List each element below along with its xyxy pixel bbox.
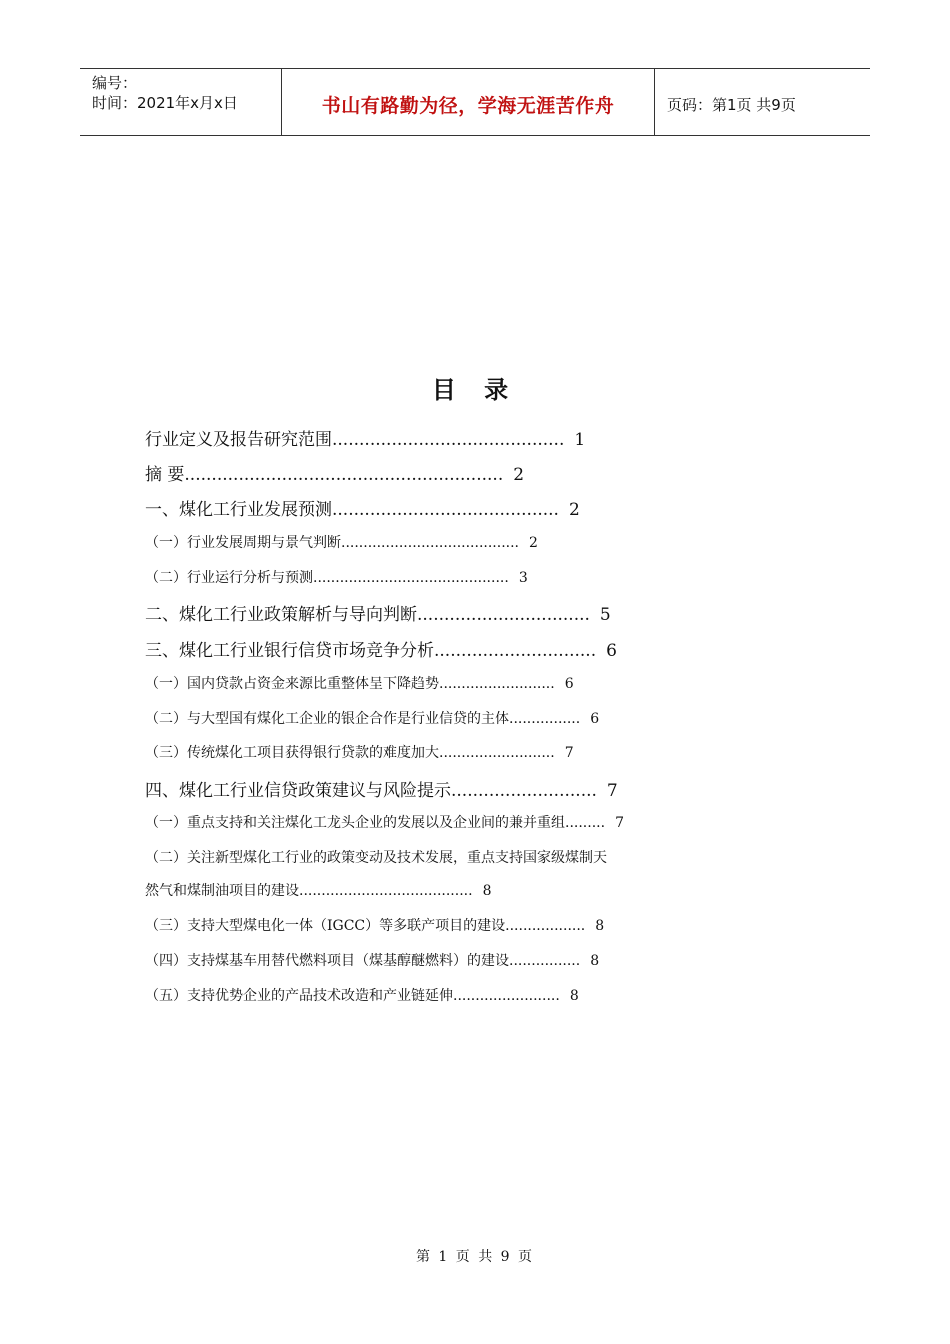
toc-entry[interactable] bbox=[145, 985, 579, 1005]
toc-entry-text: （三）支持大型煤电化一体（IGCC）等多联产项目的建设 bbox=[145, 918, 506, 934]
toc-entry-text: 然气和煤制油项目的建设 bbox=[145, 883, 299, 899]
toc-entry[interactable] bbox=[145, 776, 618, 801]
toc-entry-page: 8 bbox=[569, 988, 579, 1004]
toc-entry[interactable] bbox=[145, 950, 599, 970]
doc-number-label: 编号： bbox=[92, 74, 138, 92]
header-motto: 书山有路勤为径，学海无涯苦作舟 bbox=[282, 69, 655, 135]
toc-entry[interactable] bbox=[145, 847, 617, 867]
toc-entry-leader: .................. bbox=[505, 918, 586, 934]
toc-entry-leader: ........................................ bbox=[341, 535, 520, 551]
toc-entry[interactable] bbox=[145, 880, 491, 900]
toc-entry-text: （二）关注新型煤化工行业的政策变动及技术发展，重点支持国家级煤制天 bbox=[145, 850, 607, 866]
toc-entry-text: （三）传统煤化工项目获得银行贷款的难度加大 bbox=[145, 745, 439, 761]
toc-entry-text: （一）行业发展周期与景气判断 bbox=[145, 535, 341, 551]
toc-entry-leader: ........................................................... bbox=[184, 465, 504, 485]
toc-entry-text: 行业定义及报告研究范围 bbox=[145, 430, 332, 450]
toc-entry-leader: ....................................... bbox=[299, 883, 473, 899]
toc-entry-text: 二、煤化工行业政策解析与导向判断 bbox=[145, 605, 417, 625]
toc-entry[interactable] bbox=[145, 567, 528, 587]
toc-entry-page: 2 bbox=[568, 500, 580, 520]
toc-entry[interactable] bbox=[145, 673, 574, 693]
toc-entry-text: （四）支持煤基车用替代燃料项目（煤基醇醚燃料）的建设 bbox=[145, 953, 509, 969]
toc-entry-page: 6 bbox=[606, 641, 617, 661]
toc-entry-text: 三、煤化工行业银行信贷市场竞争分析 bbox=[145, 641, 434, 661]
toc-entry-text: （一）国内贷款占资金来源比重整体呈下降趋势 bbox=[145, 676, 439, 692]
toc-entry-page: 8 bbox=[482, 883, 492, 899]
toc-entry-page: 1 bbox=[574, 430, 586, 450]
toc-entry-page: 3 bbox=[518, 570, 528, 586]
toc-entry-page: 2 bbox=[529, 535, 538, 551]
toc-entry-text: 摘 要 bbox=[145, 465, 185, 485]
toc-entry-page: 7 bbox=[564, 745, 574, 761]
toc-entry-text: 一、煤化工行业发展预测 bbox=[145, 500, 332, 520]
toc-entry-page: 8 bbox=[590, 953, 600, 969]
toc-entry-page: 2 bbox=[513, 465, 525, 485]
doc-time-label: 时间：2021年x月x日 bbox=[92, 94, 238, 112]
toc-entry-text: （二）行业运行分析与预测 bbox=[145, 570, 313, 586]
toc-entry[interactable] bbox=[145, 600, 611, 625]
toc-entry[interactable] bbox=[145, 915, 604, 935]
toc-entry-text: （一）重点支持和关注煤化工龙头企业的发展以及企业间的兼并重组 bbox=[145, 815, 565, 831]
header-page-info: 页码：第1页 共9页 bbox=[667, 95, 796, 114]
toc-entry-page: 6 bbox=[590, 711, 600, 727]
toc-entry-page: 8 bbox=[595, 918, 605, 934]
toc-entry-leader: ................ bbox=[509, 953, 581, 969]
toc-entry-leader: ......... bbox=[565, 815, 606, 831]
toc-entry[interactable] bbox=[145, 812, 624, 832]
toc-entry-leader: .......................... bbox=[439, 676, 555, 692]
toc-entry-leader: ................ bbox=[509, 711, 581, 727]
toc-entry[interactable] bbox=[145, 708, 599, 728]
page-footer: 第 1 页 共 9 页 bbox=[415, 1249, 535, 1265]
toc-entry-leader: .......................... bbox=[439, 745, 555, 761]
toc-entry-page: 5 bbox=[599, 605, 611, 625]
page-header bbox=[80, 68, 870, 136]
toc-entry-leader: ................................ bbox=[417, 605, 590, 625]
toc-title: 目 录 bbox=[431, 376, 519, 404]
toc-entry[interactable] bbox=[145, 636, 617, 661]
toc-entry-leader: .......................................... bbox=[332, 500, 559, 520]
toc-entry-leader: ........................... bbox=[451, 781, 597, 801]
toc-entry[interactable] bbox=[145, 742, 574, 762]
toc-entry[interactable] bbox=[145, 425, 585, 450]
toc-entry-page: 7 bbox=[615, 815, 624, 831]
toc-entry-text: （五）支持优势企业的产品技术改造和产业链延伸 bbox=[145, 988, 453, 1004]
toc-entry-leader: .............................. bbox=[434, 641, 597, 661]
toc-entry-text: （二）与大型国有煤化工企业的银企合作是行业信贷的主体 bbox=[145, 711, 509, 727]
toc-entry[interactable] bbox=[145, 532, 538, 552]
toc-entry-leader: ............................................ bbox=[313, 570, 509, 586]
toc-entry-text: 四、煤化工行业信贷政策建议与风险提示 bbox=[145, 781, 451, 801]
header-meta bbox=[80, 69, 282, 135]
toc-entry-page: 6 bbox=[564, 676, 574, 692]
toc-entry-leader: ........................ bbox=[453, 988, 560, 1004]
toc-entry-page: 7 bbox=[606, 781, 618, 801]
toc-entry-leader: ........................................... bbox=[332, 430, 565, 450]
toc-entry[interactable] bbox=[145, 460, 524, 485]
toc-entry[interactable] bbox=[145, 495, 580, 520]
